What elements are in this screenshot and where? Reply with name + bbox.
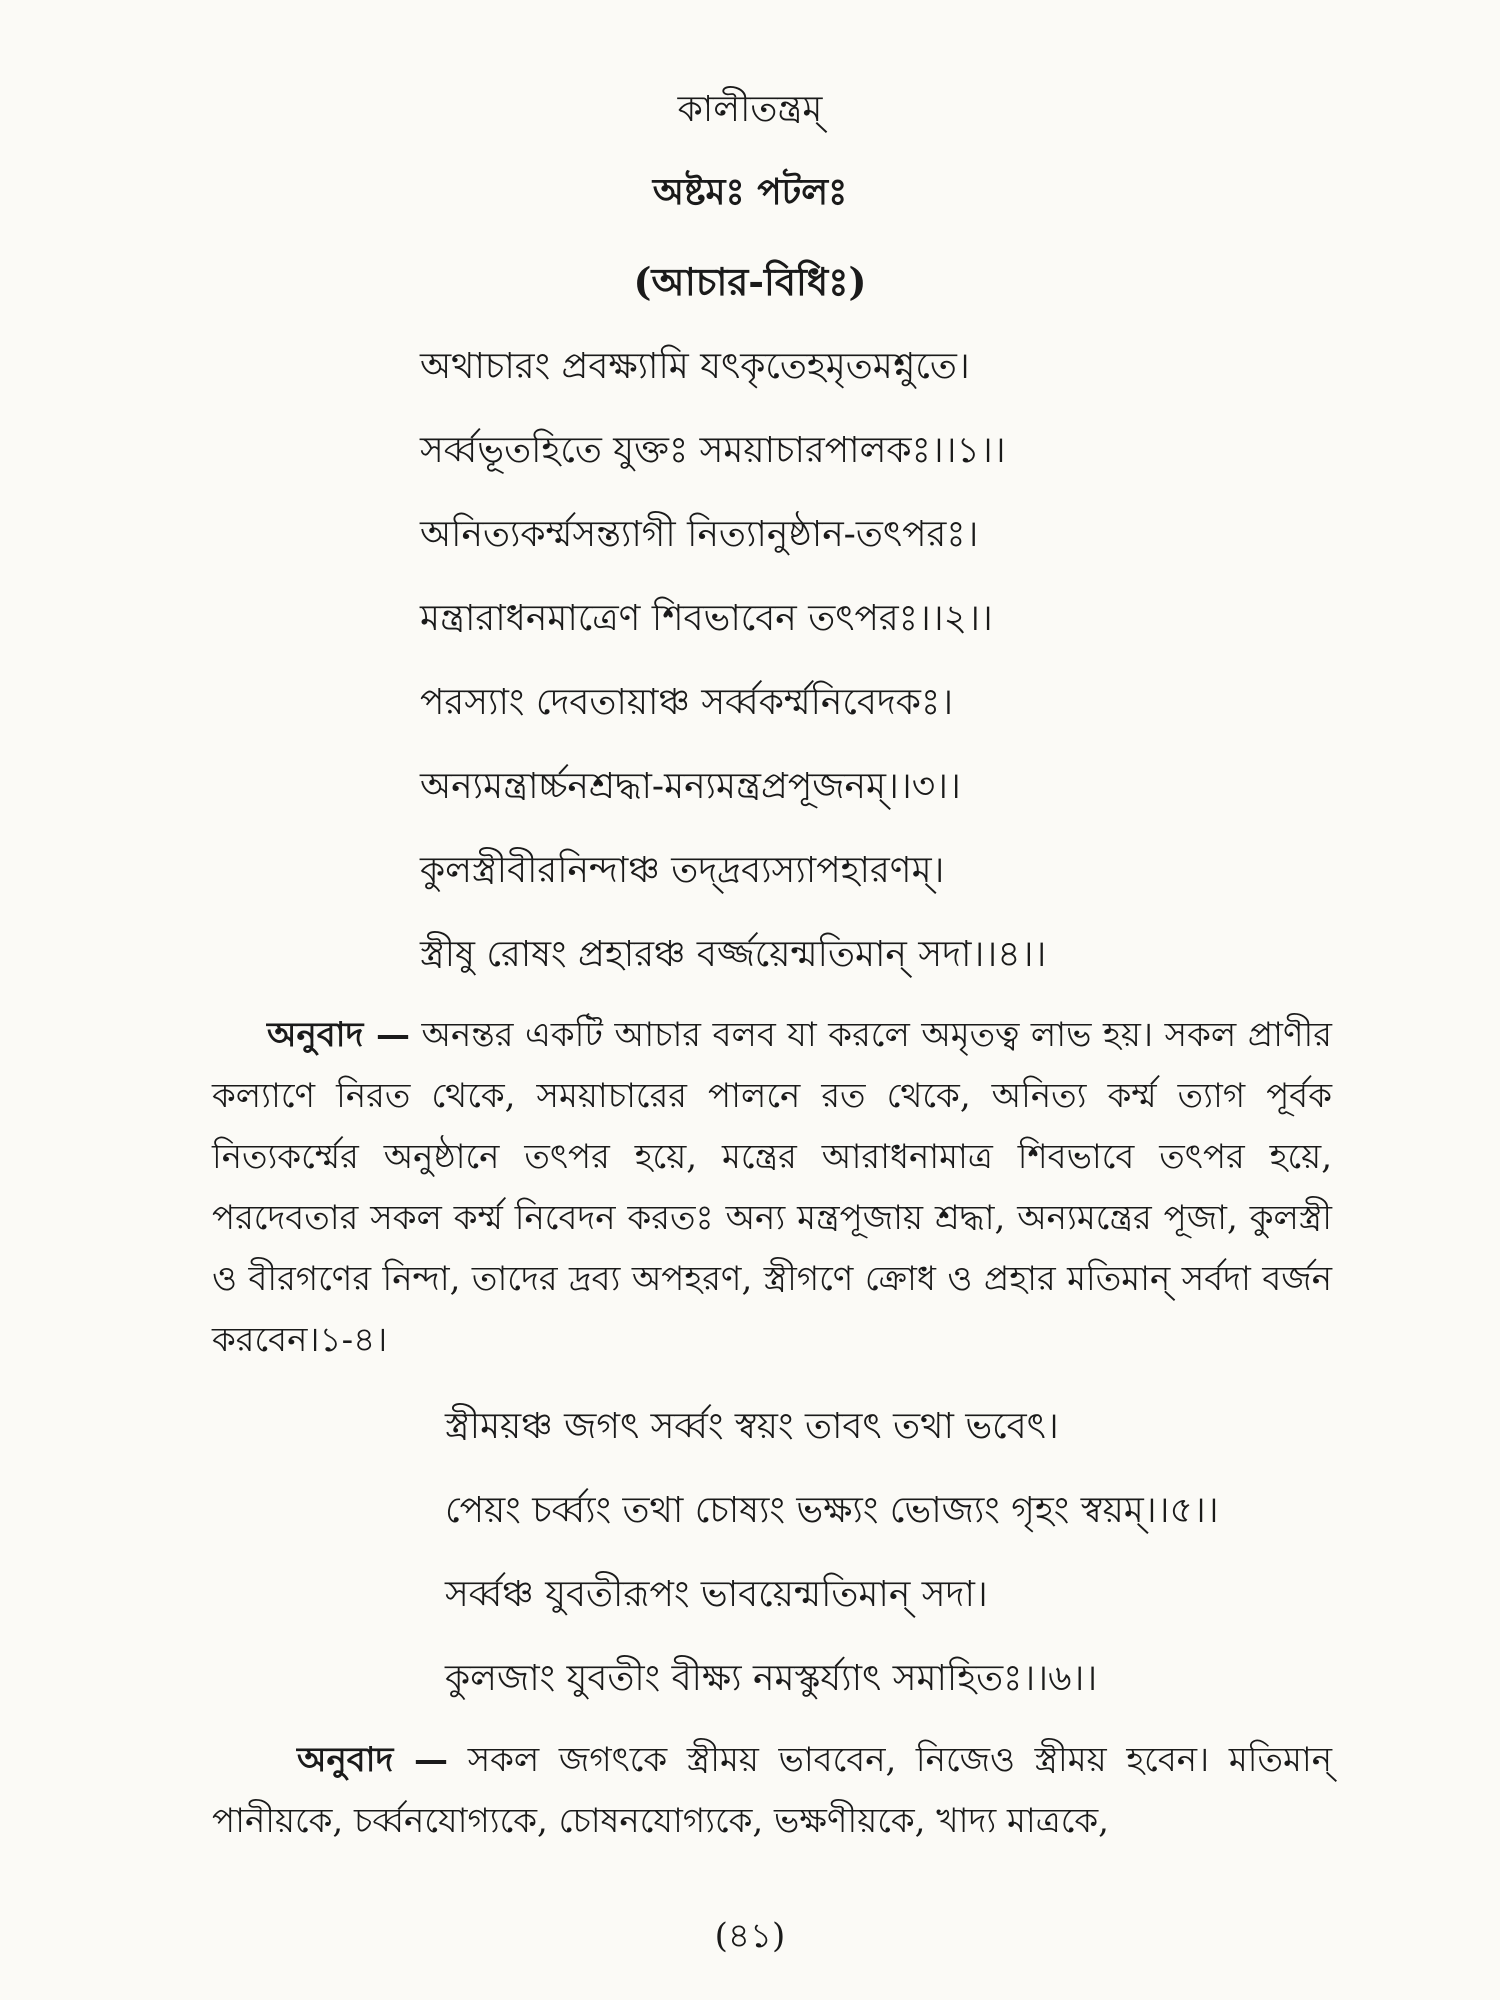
verse-line: পেয়ং চর্ব্ব্যং তথা চোষ্যং ভক্ষ্যং ভোজ্যং গৃহং স্বয়ম্।।৫।। xyxy=(445,1490,1219,1531)
translation-text: সকল জগৎকে স্ত্রীময় ভাববেন, নিজেও স্ত্রীময় হবেন। মতিমান্ পানীয়কে, চর্ব্বনযোগ্যকে, চোষনযোগ্যকে, ভক্ষণীয়কে, খাদ্য মাত্রকে, xyxy=(212,1740,1332,1841)
verse-block-2 xyxy=(445,1385,1445,1721)
translation-paragraph-1 xyxy=(212,1005,1332,1371)
translation-text: অনন্তর একটি আচার বলব যা করলে অমৃতত্ব লাভ হয়। সকল প্রাণীর কল্যাণে নিরত থেকে, সময়াচারের পালনে রত থেকে, অনিত্য কর্ম্ম ত্যাগ পূর্বক নিত্যকর্ম্মের অনুষ্ঠানে তৎপর হয়ে, মন্ত্রের আরাধনামাত্র শিবভাবে তৎপর হয়ে, পরদেবতার সকল কর্ম্ম নিবেদন করতঃ অন্য মন্ত্রপূজায় শ্রদ্ধা, অন্যমন্ত্রের পূজা, কুলস্ত্রী ও বীরগণের নিন্দা, তাদের দ্রব্য অপহরণ, স্ত্রীগণে ক্রোধ ও প্রহার মতিমান্ সর্বদা বর্জন করবেন।১-৪। xyxy=(212,1015,1332,1360)
translation-paragraph-2 xyxy=(212,1730,1332,1852)
verse-line: পরস্যাং দেবতায়াঞ্চ সর্ব্বকর্ম্মনিবেদকঃ। xyxy=(420,682,954,723)
section-heading: (আচার-বিধিঃ) xyxy=(633,259,867,304)
verse-line: কুলস্ত্রীবীরনিন্দাঞ্চ তদ্‌দ্রব্যস্যাপহারণম্। xyxy=(420,850,945,891)
page-number: (৪১) xyxy=(714,1916,786,1956)
chapter-title: অষ্টমঃ পটলঃ xyxy=(652,171,848,213)
verse-line: সর্ব্বভূতহিতে যুক্তঃ সময়াচারপালকঃ।।১।। xyxy=(420,430,1006,471)
verse-line: অথাচারং প্রবক্ষ্যামি যৎকৃতেহমৃতমশ্নুতে। xyxy=(420,346,970,387)
verse-line: সর্ব্বঞ্চ যুবতীরূপং ভাবয়েন্মতিমান্ সদা। xyxy=(445,1574,988,1615)
translation-label: অনুবাদ — xyxy=(297,1740,449,1780)
verse-line: অন্যমন্ত্রার্চ্চনশ্রদ্ধা-মন্যমন্ত্রপ্রপূজনম্।।৩।। xyxy=(420,766,961,807)
verse-block-1 xyxy=(420,325,1420,997)
verse-line: স্ত্রীষু রোষং প্রহারঞ্চ বর্জ্জয়েন্মতিমান্ সদা।।৪।। xyxy=(420,934,1047,975)
verse-line: স্ত্রীময়ঞ্চ জগৎ সর্ব্বং স্বয়ং তাবৎ তথা ভবেৎ। xyxy=(445,1406,1059,1447)
verse-line: মন্ত্রারাধনমাত্রেণ শিবভাবেন তৎপরঃ।।২।। xyxy=(420,598,993,639)
translation-label: অনুবাদ — xyxy=(267,1015,410,1055)
book-title: কালীতন্ত্রম্ xyxy=(677,89,823,130)
verse-line: অনিত্যকর্ম্মসন্ত্যাগী নিত্যানুষ্ঠান-তৎপরঃ। xyxy=(420,514,979,555)
verse-line: কুলজাং যুবতীং বীক্ষ্য নমস্কুর্য্যাৎ সমাহিতঃ।।৬।। xyxy=(445,1658,1098,1699)
